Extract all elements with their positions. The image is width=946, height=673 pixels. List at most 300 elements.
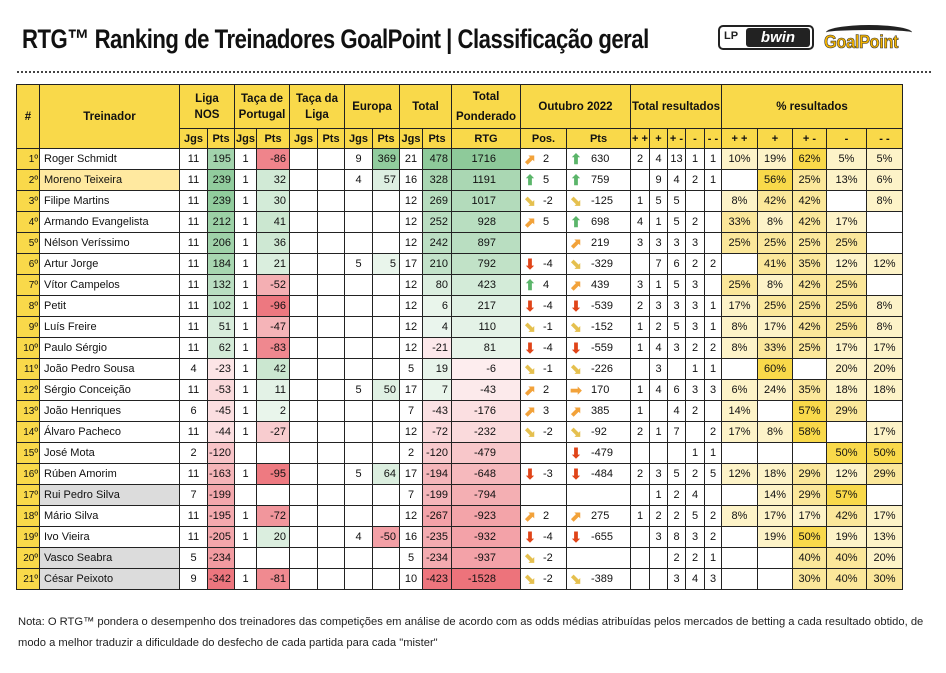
liga-pts: -44 [208,422,235,443]
result-pct: 42% [793,212,827,233]
trainer-name: Vasco Seabra [40,548,180,569]
result-pct: 35% [793,380,827,401]
month-pts-value: 759 [591,173,610,186]
result-count [705,212,722,233]
result-count: 4 [650,338,668,359]
result-count: 7 [650,254,668,275]
result-count: 1 [705,443,722,464]
outubro-header: Outubro 2022 [521,85,631,129]
result-pct: 18% [827,380,867,401]
month-pos-value: -4 [543,299,553,312]
tl-pts [318,380,345,401]
tot-pts: 252 [423,212,452,233]
tot-jgs: 12 [400,212,423,233]
result-pct [722,569,758,590]
tp-pts: 11 [257,380,290,401]
eu-pts: -50 [373,527,400,548]
month-pts [567,191,631,212]
total-resultados-header: Total resultados [631,85,722,129]
eu-pts [373,275,400,296]
tot-pts: -120 [423,443,452,464]
liga-pts: -23 [208,359,235,380]
month-pos-value: 3 [543,404,550,417]
pct-resultados-header: % resultados [722,85,903,129]
rank-cell: 2º [17,170,40,191]
eu-pts: 369 [373,149,400,170]
liga-jgs: 11 [180,233,208,254]
result-count [631,443,650,464]
result-pct [722,359,758,380]
month-pts-value: -329 [591,257,614,270]
eu-jgs [345,443,373,464]
eu-pts [373,317,400,338]
tot-jgs: 17 [400,254,423,275]
total-ponderado-header: Total Ponderado [452,85,521,129]
result-count [705,401,722,422]
month-pts-value: 385 [591,404,610,417]
taca-portugal-header: Taça de Portugal [235,85,290,129]
month-pts [567,443,631,464]
tot-jgs: 17 [400,464,423,485]
arrow-down-right-icon: ⬊ [524,570,536,587]
result-count: 1 [631,191,650,212]
tp-pts: -27 [257,422,290,443]
month-pts [567,569,631,590]
tot-jgs: 12 [400,191,423,212]
result-count: 3 [650,233,668,254]
result-pct: 8% [758,275,793,296]
result-pct [793,443,827,464]
month-pts-value: 698 [591,215,610,228]
result-count [686,191,705,212]
trainer-name: César Peixoto [40,569,180,590]
tot-pts-header: Pts [423,129,452,149]
result-count: 1 [631,506,650,527]
tl-pts-header: Pts [318,129,345,149]
result-pct [722,443,758,464]
result-pct: 8% [722,317,758,338]
month-pts [567,380,631,401]
tot-pts: 7 [423,380,452,401]
tl-jgs-header: Jgs [290,129,318,149]
result-count: 3 [686,233,705,254]
eu-jgs: 5 [345,254,373,275]
arrow-down-right-icon: ⬊ [524,318,536,335]
result-count: 5 [668,275,686,296]
tp-pts: 36 [257,233,290,254]
eu-pts [373,359,400,380]
rtg-value: 792 [452,254,521,275]
month-pts-value: -484 [591,467,614,480]
tp-jgs: 1 [235,422,257,443]
month-pos-value: 4 [543,278,550,291]
lp-logo-text: LP [724,30,739,42]
result-pct: 17% [758,317,793,338]
arrow-down-icon: ⬇ [524,339,536,356]
tl-pts [318,149,345,170]
table-row [17,569,903,590]
result-pct: 8% [758,422,793,443]
table-row [17,527,903,548]
table-row [17,401,903,422]
trainer-name: Vítor Campelos [40,275,180,296]
result-pct [793,359,827,380]
month-pts [567,212,631,233]
result-count: 1 [650,485,668,506]
result-count: 5 [686,506,705,527]
result-pct: 25% [827,275,867,296]
arrow-down-right-icon: ⬊ [524,549,536,566]
eu-pts [373,485,400,506]
month-pts-value: 275 [591,509,610,522]
result-count [705,275,722,296]
result-count: 3 [668,338,686,359]
table-row [17,275,903,296]
trainer-name: Rui Pedro Silva [40,485,180,506]
result-pct: 50% [827,443,867,464]
month-pts [567,275,631,296]
rtg-value: 1716 [452,149,521,170]
month-pts [567,338,631,359]
month-pos [521,464,567,485]
liga-pts: -195 [208,506,235,527]
result-pct: 25% [793,170,827,191]
eu-pts-header: Pts [373,129,400,149]
eu-jgs: 9 [345,149,373,170]
result-count [631,569,650,590]
tp-pts: -47 [257,317,290,338]
rtg-value: -176 [452,401,521,422]
table-row [17,443,903,464]
result-pct: 12% [722,464,758,485]
pct-header-mm: - - [867,129,903,149]
tl-jgs [290,338,318,359]
month-pts-value: -226 [591,362,614,375]
result-pct: 20% [827,359,867,380]
result-count: 2 [705,422,722,443]
liga-pts: -199 [208,485,235,506]
result-pct: 25% [722,233,758,254]
tl-jgs [290,359,318,380]
tp-pts: -52 [257,275,290,296]
tl-pts [318,401,345,422]
month-pos [521,485,567,506]
month-pos [521,275,567,296]
result-count: 6 [668,380,686,401]
tl-jgs [290,506,318,527]
result-count: 1 [705,548,722,569]
tl-jgs [290,443,318,464]
tot-jgs: 7 [400,401,423,422]
result-pct: 6% [867,170,903,191]
tot-pts: 4 [423,317,452,338]
tp-jgs: 1 [235,296,257,317]
trainer-name: Petit [40,296,180,317]
result-count: 2 [705,527,722,548]
result-pct: 25% [827,296,867,317]
tp-pts: -83 [257,338,290,359]
liga-pts: -205 [208,527,235,548]
result-count: 3 [668,569,686,590]
tp-jgs: 1 [235,464,257,485]
result-count: 4 [686,569,705,590]
tp-jgs: 1 [235,275,257,296]
rtg-value: -6 [452,359,521,380]
result-pct [827,422,867,443]
result-count: 3 [686,380,705,401]
arrow-down-icon: ⬇ [570,444,582,461]
trainer-name: Artur Jorge [40,254,180,275]
result-count [705,233,722,254]
liga-jgs: 11 [180,191,208,212]
tl-pts [318,296,345,317]
result-pct: 57% [793,401,827,422]
result-pct: 18% [758,464,793,485]
result-pct: 5% [867,149,903,170]
result-pct: 35% [793,254,827,275]
liga-pts: 51 [208,317,235,338]
result-count [631,170,650,191]
result-count: 1 [686,359,705,380]
res-header-pp: + + [631,129,650,149]
arrow-down-right-icon: ⬊ [570,192,582,209]
tot-jgs: 12 [400,296,423,317]
month-pts-value: -539 [591,299,614,312]
month-pts [567,359,631,380]
tl-jgs [290,548,318,569]
result-pct: 25% [758,296,793,317]
tp-jgs [235,443,257,464]
tot-jgs: 7 [400,485,423,506]
month-pos [521,296,567,317]
result-count: 13 [668,149,686,170]
month-pts [567,149,631,170]
result-pct: 8% [867,296,903,317]
res-header-m: - [686,129,705,149]
result-count [631,527,650,548]
tl-jgs [290,149,318,170]
result-pct: 42% [793,317,827,338]
result-pct: 50% [793,527,827,548]
result-count: 2 [686,254,705,275]
result-count [668,359,686,380]
tot-pts: 269 [423,191,452,212]
rank-cell: 11º [17,359,40,380]
liga-pts: 239 [208,191,235,212]
result-count: 2 [668,485,686,506]
result-pct: 25% [722,275,758,296]
result-count: 1 [631,401,650,422]
month-pos [521,422,567,443]
month-pos-value: -2 [543,194,553,207]
month-pts-value: -389 [591,572,614,585]
tl-pts [318,527,345,548]
table-row [17,191,903,212]
result-pct: 30% [867,569,903,590]
rank-cell: 16º [17,464,40,485]
liga-header: Liga NOS [180,85,235,129]
result-pct: 57% [827,485,867,506]
tp-jgs: 1 [235,359,257,380]
tot-pts: -194 [423,464,452,485]
rtg-value: -937 [452,548,521,569]
month-pos-value: -3 [543,467,553,480]
trainer-name: Ivo Vieira [40,527,180,548]
result-pct: 8% [722,191,758,212]
table-row [17,296,903,317]
tp-jgs: 1 [235,254,257,275]
result-count: 2 [686,464,705,485]
month-pts-value: 170 [591,383,610,396]
month-pos-value: 2 [543,383,550,396]
arrow-down-right-icon: ⬊ [524,192,536,209]
result-count: 1 [705,317,722,338]
month-pos [521,401,567,422]
result-pct: 24% [758,380,793,401]
tl-pts [318,569,345,590]
eu-jgs [345,569,373,590]
result-count: 2 [668,548,686,569]
month-pts-value: -92 [591,425,607,438]
rank-cell: 13º [17,401,40,422]
result-count: 1 [631,317,650,338]
result-count: 3 [668,233,686,254]
tl-pts [318,254,345,275]
tot-jgs: 12 [400,506,423,527]
result-pct: 17% [793,506,827,527]
result-count: 5 [668,464,686,485]
liga-pts: 184 [208,254,235,275]
month-pos-value: 2 [543,152,550,165]
result-count: 2 [631,296,650,317]
result-pct [867,485,903,506]
result-count: 2 [686,338,705,359]
arrow-up-icon: ⬆ [570,171,582,188]
tp-jgs: 1 [235,149,257,170]
rank-cell: 1º [17,149,40,170]
tl-jgs [290,233,318,254]
result-count [650,548,668,569]
month-pos-value: 5 [543,215,550,228]
rank-cell: 3º [17,191,40,212]
arrow-down-icon: ⬇ [524,297,536,314]
result-pct: 25% [793,296,827,317]
tl-jgs [290,317,318,338]
table-row [17,422,903,443]
tp-pts: 20 [257,527,290,548]
tp-pts [257,485,290,506]
month-pts-value: -479 [591,446,614,459]
tl-jgs [290,485,318,506]
result-count: 2 [631,464,650,485]
tot-jgs-header: Jgs [400,129,423,149]
tl-pts [318,359,345,380]
tot-pts: -199 [423,485,452,506]
result-pct: 25% [758,233,793,254]
liga-pts: 239 [208,170,235,191]
tl-pts [318,338,345,359]
result-count: 2 [650,506,668,527]
table-row [17,317,903,338]
page-title: RTG™ Ranking de Treinadores GoalPoint | Classificação geral [22,24,649,54]
result-count: 1 [650,212,668,233]
result-pct: 14% [722,401,758,422]
pct-header-p: + [758,129,793,149]
result-count: 1 [705,296,722,317]
table-row [17,233,903,254]
month-pos [521,254,567,275]
result-pct [758,569,793,590]
arrow-down-icon: ⬇ [524,528,536,545]
trainer-name: José Mota [40,443,180,464]
result-count: 3 [705,380,722,401]
arrow-up-right-icon: ⬈ [524,507,536,524]
rank-cell: 12º [17,380,40,401]
tot-pts: 19 [423,359,452,380]
eu-jgs: 4 [345,170,373,191]
result-count: 1 [705,170,722,191]
rtg-value: -794 [452,485,521,506]
result-pct [722,254,758,275]
table-row [17,380,903,401]
result-pct [758,443,793,464]
tp-jgs: 1 [235,527,257,548]
tot-pts: -235 [423,527,452,548]
result-count [650,401,668,422]
tp-jgs: 1 [235,233,257,254]
eu-pts [373,191,400,212]
liga-pts-header: Pts [208,129,235,149]
rtg-value: 217 [452,296,521,317]
result-pct: 33% [722,212,758,233]
result-pct: 13% [827,170,867,191]
result-pct: 60% [758,359,793,380]
tp-jgs: 1 [235,506,257,527]
total-header: Total [400,85,452,129]
tot-pts: 478 [423,149,452,170]
trainer-name: Filipe Martins [40,191,180,212]
rank-cell: 4º [17,212,40,233]
result-count: 3 [650,296,668,317]
liga-pts: -163 [208,464,235,485]
tot-jgs: 16 [400,170,423,191]
table-row [17,548,903,569]
result-count: 1 [686,149,705,170]
arrow-down-icon: ⬇ [524,255,536,272]
month-pts [567,527,631,548]
rank-cell: 7º [17,275,40,296]
result-pct: 17% [758,506,793,527]
liga-jgs: 11 [180,170,208,191]
tot-pts: 6 [423,296,452,317]
result-pct: 30% [793,569,827,590]
pct-header-m: - [827,129,867,149]
tp-jgs: 1 [235,380,257,401]
trainer-name: João Henriques [40,401,180,422]
trainer-name: Luís Freire [40,317,180,338]
tl-pts [318,443,345,464]
tl-jgs [290,464,318,485]
rank-cell: 14º [17,422,40,443]
tot-pts: 242 [423,233,452,254]
liga-pts: -45 [208,401,235,422]
tot-pts: -21 [423,338,452,359]
result-count [705,191,722,212]
tot-pts: 210 [423,254,452,275]
arrow-down-right-icon: ⬊ [570,255,582,272]
tot-jgs: 12 [400,338,423,359]
result-count: 1 [650,275,668,296]
